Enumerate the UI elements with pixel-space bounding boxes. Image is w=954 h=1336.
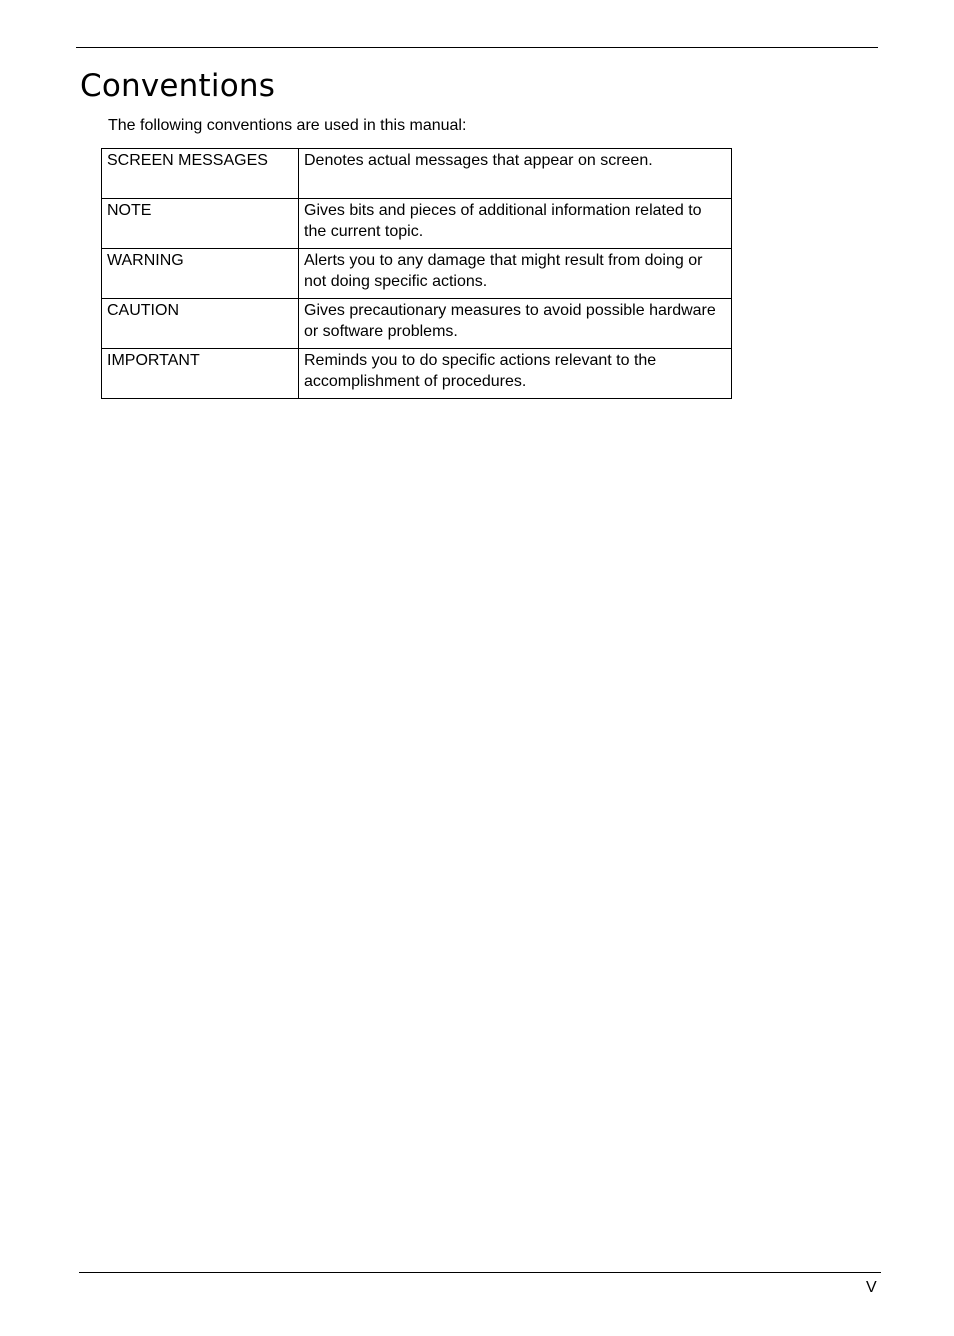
page-title: Conventions [80, 68, 276, 104]
convention-term: SCREEN MESSAGES [102, 149, 299, 199]
convention-term: CAUTION [102, 299, 299, 349]
conventions-table [101, 148, 732, 399]
convention-term: IMPORTANT [102, 349, 299, 399]
table-row [102, 149, 732, 199]
convention-description: Gives bits and pieces of additional information related to the current topic. [299, 199, 732, 249]
table-row [102, 199, 732, 249]
footer-divider [79, 1272, 881, 1273]
convention-description: Reminds you to do specific actions relevant to the accomplishment of procedures. [299, 349, 732, 399]
header-divider [76, 47, 878, 48]
intro-text: The following conventions are used in this manual: [108, 117, 467, 134]
convention-term: WARNING [102, 249, 299, 299]
table-row [102, 299, 732, 349]
table-row [102, 349, 732, 399]
page-number: V [866, 1279, 877, 1296]
table-row [102, 249, 732, 299]
convention-description: Denotes actual messages that appear on screen. [299, 149, 732, 199]
convention-term: NOTE [102, 199, 299, 249]
convention-description: Alerts you to any damage that might result from doing or not doing specific actions. [299, 249, 732, 299]
convention-description: Gives precautionary measures to avoid possible hardware or software problems. [299, 299, 732, 349]
